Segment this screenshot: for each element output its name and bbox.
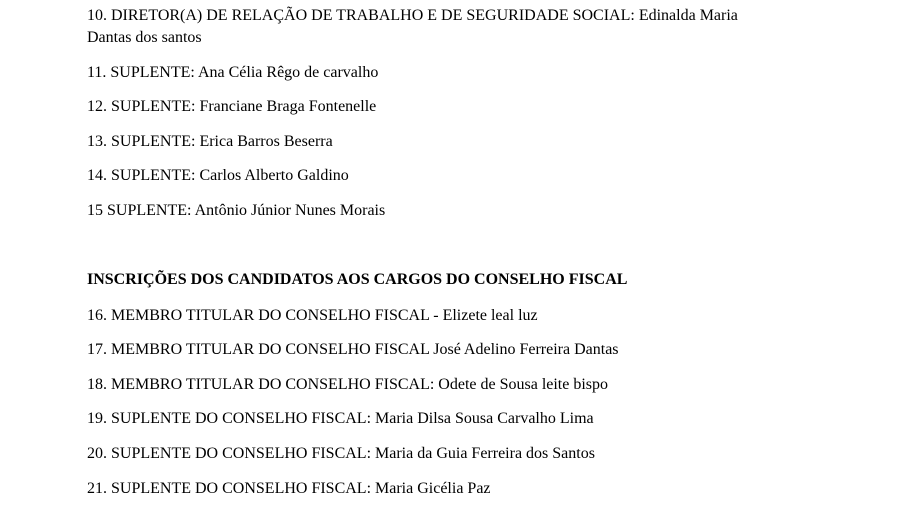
entry-18: 18. MEMBRO TITULAR DO CONSELHO FISCAL: Odete de Sousa leite bispo (87, 376, 609, 393)
entry-15: 15 SUPLENTE: Antônio Júnior Nunes Morais (87, 202, 386, 219)
entry-11: 11. SUPLENTE: Ana Célia Rêgo de carvalho (87, 64, 379, 81)
section-heading-conselho-fiscal: INSCRIÇÕES DOS CANDIDATOS AOS CARGOS DO CONSELHO FISCAL (87, 271, 628, 288)
entry-12: 12. SUPLENTE: Franciane Braga Fontenelle (87, 98, 377, 115)
entry-10-line-2: Dantas dos santos (87, 29, 202, 46)
entry-13: 13. SUPLENTE: Erica Barros Beserra (87, 133, 333, 150)
entry-17: 17. MEMBRO TITULAR DO CONSELHO FISCAL José Adelino Ferreira Dantas (87, 341, 619, 358)
entry-21: 21. SUPLENTE DO CONSELHO FISCAL: Maria Gicélia Paz (87, 480, 491, 497)
entry-10-line-1: 10. DIRETOR(A) DE RELAÇÃO DE TRABALHO E DE SEGURIDADE SOCIAL: Edinalda Maria (87, 7, 738, 24)
entry-14: 14. SUPLENTE: Carlos Alberto Galdino (87, 167, 349, 184)
entry-20: 20. SUPLENTE DO CONSELHO FISCAL: Maria da Guia Ferreira dos Santos (87, 445, 595, 462)
entry-19: 19. SUPLENTE DO CONSELHO FISCAL: Maria Dilsa Sousa Carvalho Lima (87, 410, 594, 427)
entry-16: 16. MEMBRO TITULAR DO CONSELHO FISCAL - Elizete leal luz (87, 307, 538, 324)
